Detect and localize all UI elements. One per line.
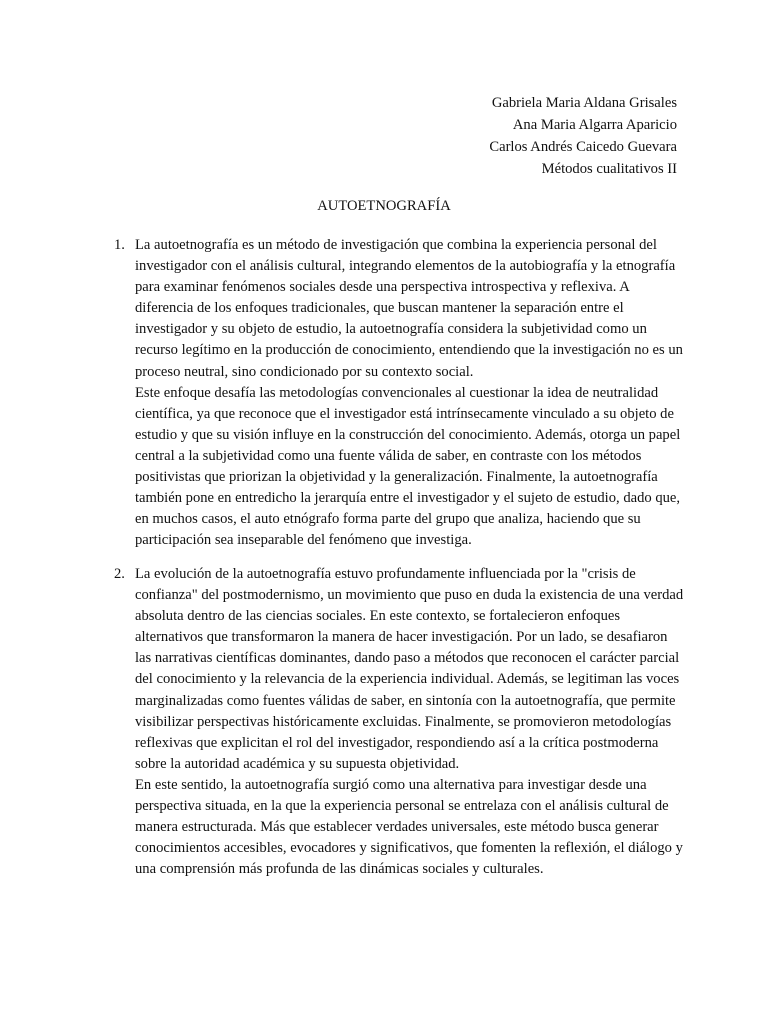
paragraph: La autoetnografía es un método de investigación que combina la experiencia personal del investigador con el análisis cultural, integrando elementos de la autobiografía y la etnografía para examinar fenómenos sociales desde una perspectiva introspectiva y reflexiva. A diferencia de los enfoques tradicionales, que buscan mantener la separación entre el investigador y su objeto de estudio, la autoetnografía considera la subjetividad como un recurso legítimo en la producción de conocimiento, entendiendo que la investigación no es un proceso neutral, sino condicionado por su contexto social. (135, 237, 683, 380)
list-item (114, 564, 684, 880)
numbered-list (114, 235, 684, 551)
list-item-number: 2. (114, 566, 125, 582)
paragraph: La evolución de la autoetnografía estuvo profundamente influenciada por la "crisis de confianza" del postmodernismo, un movimiento que puso en duda la existencia de una verdad absoluta dentro de las ciencias sociales. En este contexto, se fortalecieron enfoques alternativos que transformaron la manera de hacer investigación. Por un lado, se desafiaron las narrativas científicas dominantes, dando paso a métodos que reconocen el carácter parcial del conocimiento y la relevancia de la experiencia individual. Además, se legitiman las voces marginalizadas como fuentes válidas de saber, en sintonía con la autoetnografía, que permite visibilizar perspectivas históricamente excluidas. Finalmente, se promovieron metodologías reflexivas que explicitan el rol del investigador, respondiendo así a la crítica postmoderna sobre la autoridad académica y su supuesta objetividad. (135, 566, 684, 772)
course-name: Métodos cualitativos II (541, 161, 677, 177)
paragraph: Este enfoque desafía las metodologías convencionales al cuestionar la idea de neutralidad científica, ya que reconoce que el investigador está intrínsecamente vinculado a su objeto de estudio y que su visión influye en la construcción del conocimiento. Además, otorga un papel central a la subjetividad como una fuente válida de saber, en contraste con los métodos positivistas que priorizan la objetividad y la generalización. Finalmente, la autoetnografía también pone en entredicho la jerarquía entre el investigador y el sujeto de estudio, dado que, en muchos casos, el auto etnógrafo forma parte del grupo que analiza, haciendo que su participación sea inseparable del fenómeno que investiga. (135, 384, 681, 549)
author-name: Gabriela Maria Aldana Grisales (491, 95, 677, 111)
document-title: AUTOETNOGRAFÍA (317, 198, 451, 214)
author-name: Ana Maria Algarra Aparicio (512, 117, 677, 133)
author-header (489, 92, 677, 180)
paragraph: En este sentido, la autoetnografía surgió como una alternativa para investigar desde una perspectiva situada, en la que la experiencia personal se entrelaza con el análisis cultural de manera estructurada. Más que establecer verdades universales, este método busca generar conocimientos accesibles, evocadores y significativos, que fomenten la reflexión, el diálogo y una comprensión más profunda de las dinámicas sociales y culturales. (135, 776, 683, 878)
numbered-list (114, 564, 684, 880)
author-name: Carlos Andrés Caicedo Guevara (489, 139, 677, 155)
list-item (114, 235, 684, 551)
list-item-number: 1. (114, 237, 125, 253)
